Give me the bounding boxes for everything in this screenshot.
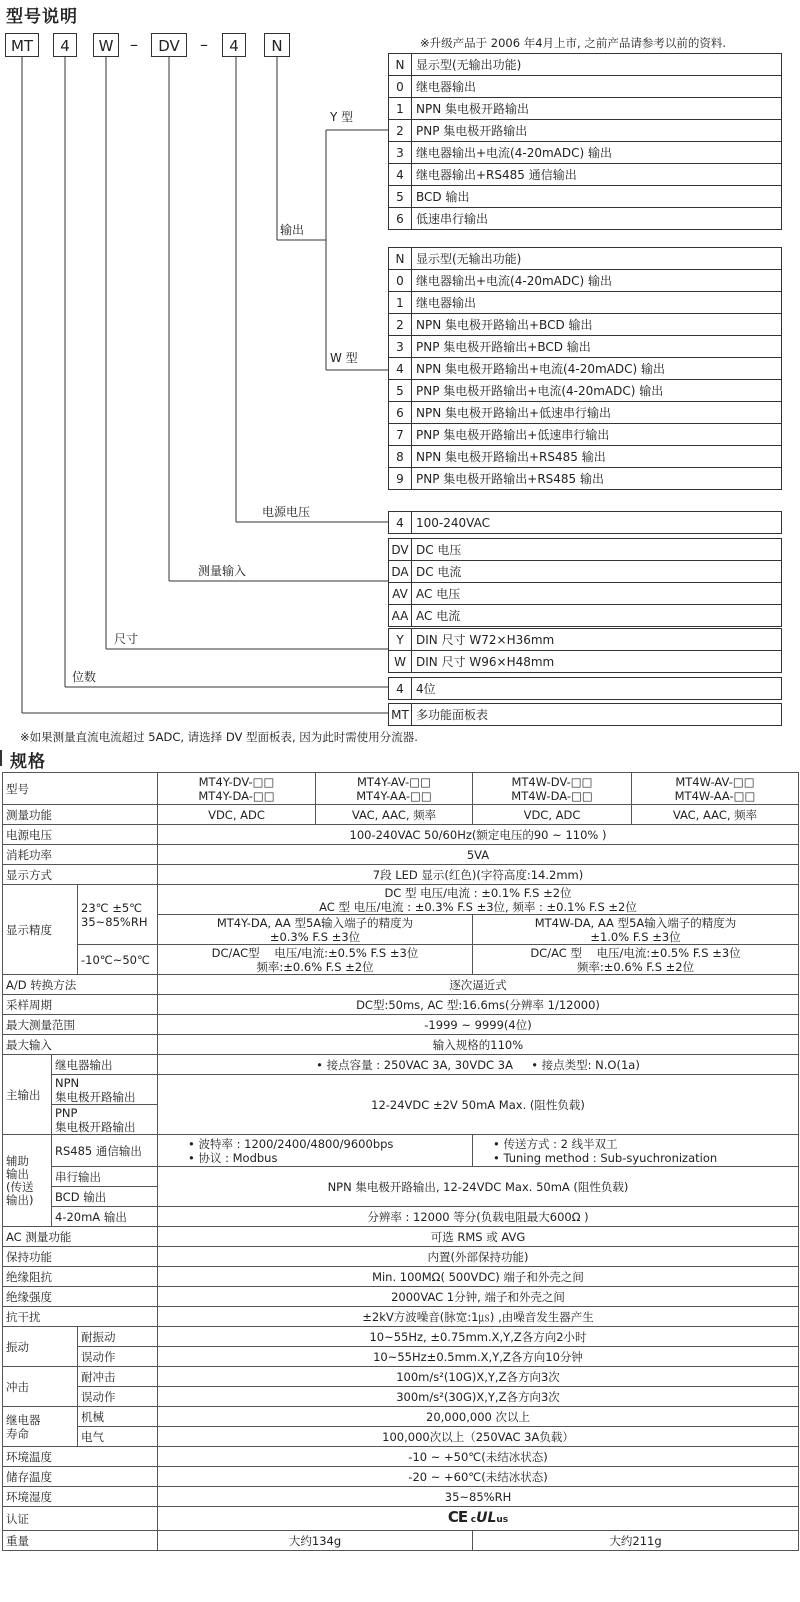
spec-model-w-dc: MT4W-DV-□□ MT4W-DA-□□	[473, 773, 632, 805]
table-row	[389, 629, 782, 651]
spec-label: 最大测量范围	[3, 1015, 158, 1035]
spec-label: 显示方式	[3, 865, 158, 885]
accuracy-dc: DC 型 电压/电流 : ±0.1% F.S ±2位	[384, 885, 572, 900]
spec-value: 可选 RMS 或 AVG	[158, 1227, 799, 1247]
table-row	[3, 995, 799, 1015]
option-desc: NPN 集电极开路输出+BCD 输出	[412, 314, 782, 336]
spec-sub-label: 4-20mA 输出	[52, 1207, 158, 1227]
spec-label: 绝缘强度	[3, 1287, 158, 1307]
spec-label: 环境温度	[3, 1447, 158, 1467]
option-desc: 100-240VAC	[412, 512, 782, 534]
spec-label: 型号	[3, 773, 158, 805]
spec-sub-label: 耐冲击	[78, 1367, 158, 1387]
option-desc: 多功能面板表	[412, 704, 782, 726]
table-row	[389, 186, 782, 208]
option-desc: 显示型(无输出功能)	[412, 54, 782, 76]
spec-value: 5VA	[158, 845, 799, 865]
option-code: 1	[389, 98, 412, 120]
table-row	[389, 142, 782, 164]
option-desc: NPN 集电极开路输出+电流(4-20mADC) 输出	[412, 358, 782, 380]
option-desc: DC 电压	[412, 539, 782, 561]
table-row	[3, 975, 799, 995]
spec-value: -1999 ~ 9999(4位)	[158, 1015, 799, 1035]
table-row	[3, 1407, 799, 1427]
spec-value: • 波特率 : 1200/2400/4800/9600bps • 协议 : Modbus	[158, 1135, 473, 1167]
spec-value	[158, 885, 799, 915]
table-row	[389, 120, 782, 142]
option-code: 4	[389, 164, 412, 186]
table-row	[389, 446, 782, 468]
table-row	[389, 424, 782, 446]
option-desc: DIN 尺寸 W72×H36mm	[412, 629, 782, 651]
spec-value: 2000VAC 1分钟, 端子和外壳之间	[158, 1287, 799, 1307]
spec-table	[2, 772, 799, 1551]
table-row	[3, 1267, 799, 1287]
w-type-label: W 型	[330, 351, 358, 365]
option-code: 0	[389, 76, 412, 98]
spec-label: 最大输入	[3, 1035, 158, 1055]
spec-sub-label: 串行输出	[52, 1167, 158, 1187]
spec-value: 10~55Hz±0.5mm.X,Y,Z各方向10分钟	[158, 1347, 799, 1367]
table-row	[389, 208, 782, 230]
spec-label: 采样周期	[3, 995, 158, 1015]
option-code: 2	[389, 314, 412, 336]
table-row	[389, 678, 782, 700]
spec-value: 大约211g	[473, 1531, 799, 1551]
spec-value: 分辨率 : 12000 等分(负载电阻最大600Ω )	[158, 1207, 799, 1227]
table-row	[3, 1487, 799, 1507]
table-row	[389, 270, 782, 292]
option-desc: PNP 集电极开路输出+BCD 输出	[412, 336, 782, 358]
option-code: 5	[389, 186, 412, 208]
table-row	[389, 336, 782, 358]
spec-sub-label: 耐振动	[78, 1327, 158, 1347]
code-box-input: DV	[151, 33, 187, 57]
table-row	[389, 314, 782, 336]
table-row	[389, 468, 782, 490]
spec-value: • 传送方式 : 2 线半双工 • Tuning method : Sub-syuchronization	[473, 1135, 799, 1167]
spec-value: DC/AC型 电压/电流:±0.5% F.S ±3位 频率:±0.6% F.S ±2位	[158, 945, 473, 975]
option-code: N	[389, 54, 412, 76]
option-code: 5	[389, 380, 412, 402]
table-row	[389, 402, 782, 424]
spec-label: 电源电压	[3, 825, 158, 845]
digits-table	[388, 677, 782, 700]
spec-value: 12-24VDC ±2V 50mA Max. (阻性负载)	[158, 1075, 799, 1135]
spec-sub-label: PNP 集电极开路输出	[52, 1105, 158, 1135]
table-row	[389, 583, 782, 605]
table-row	[3, 805, 799, 825]
table-row	[3, 773, 799, 805]
option-desc: BCD 输出	[412, 186, 782, 208]
spec-sub-label: 电气	[78, 1427, 158, 1447]
code-dash-2: –	[200, 35, 208, 54]
power-table	[388, 511, 782, 534]
option-code: MT	[389, 704, 412, 726]
y-type-label: Y 型	[330, 110, 354, 124]
spec-value: VDC, ADC	[473, 805, 632, 825]
option-code: AA	[389, 605, 412, 627]
option-code: 4	[389, 678, 412, 700]
table-row	[3, 1075, 799, 1105]
spec-label: AC 测量功能	[3, 1227, 158, 1247]
table-row	[3, 1367, 799, 1387]
option-code: 4	[389, 358, 412, 380]
table-row	[3, 865, 799, 885]
option-code: 6	[389, 208, 412, 230]
input-label: 测量输入	[198, 564, 247, 578]
table-row	[3, 1135, 799, 1167]
spec-value: 大约134g	[158, 1531, 473, 1551]
spec-value: Min. 100MΩ( 500VDC) 端子和外壳之间	[158, 1267, 799, 1287]
spec-value: 内置(外部保持功能)	[158, 1247, 799, 1267]
spec-value: DC/AC 型 电压/电流:±0.5% F.S ±3位 频率:±0.6% F.S ±2位	[473, 945, 799, 975]
option-code: 1	[389, 292, 412, 314]
table-row	[3, 1035, 799, 1055]
spec-value: 10~55Hz, ±0.75mm.X,Y,Z各方向2小时	[158, 1327, 799, 1347]
option-code: AV	[389, 583, 412, 605]
spec-label: 振动	[3, 1327, 78, 1367]
ul-us-text: us	[496, 1515, 509, 1525]
spec-value: 35~85%RH	[158, 1487, 799, 1507]
table-row	[3, 1507, 799, 1531]
table-row	[389, 651, 782, 673]
table-row	[389, 164, 782, 186]
spec-label: A/D 转换方法	[3, 975, 158, 995]
code-dash-1: –	[130, 35, 138, 54]
spec-value: MT4W-DA, AA 型5A输入端子的精度为 ±1.0% F.S ±3位	[473, 915, 799, 945]
option-desc: AC 电压	[412, 583, 782, 605]
option-code: N	[389, 248, 412, 270]
table-row	[389, 358, 782, 380]
option-code: 3	[389, 336, 412, 358]
option-desc: DC 电流	[412, 561, 782, 583]
spec-title-marker	[0, 750, 2, 766]
table-row	[3, 1015, 799, 1035]
spec-value: MT4Y-DA, AA 型5A输入端子的精度为 ±0.3% F.S ±3位	[158, 915, 473, 945]
option-desc: 继电器输出+电流(4-20mADC) 输出	[412, 270, 782, 292]
option-desc: 继电器输出	[412, 292, 782, 314]
spec-value: VAC, AAC, 频率	[632, 805, 799, 825]
table-row	[3, 1207, 799, 1227]
table-row	[3, 1247, 799, 1267]
option-code: DV	[389, 539, 412, 561]
spec-label: 继电器 寿命	[3, 1407, 78, 1447]
spec-label: 消耗功率	[3, 845, 158, 865]
spec-label: 冲击	[3, 1367, 78, 1407]
table-row	[389, 512, 782, 534]
option-desc: NPN 集电极开路输出+RS485 输出	[412, 446, 782, 468]
spec-label: 辅助 输出 (传送 输出)	[3, 1135, 52, 1227]
option-desc: NPN 集电极开路输出	[412, 98, 782, 120]
table-row	[3, 1387, 799, 1407]
spec-model-y-ac: MT4Y-AV-□□ MT4Y-AA-□□	[316, 773, 473, 805]
option-desc: NPN 集电极开路输出+低速串行输出	[412, 402, 782, 424]
table-row	[389, 380, 782, 402]
spec-value: 7段 LED 显示(红色)(字符高度:14.2mm)	[158, 865, 799, 885]
option-code: 8	[389, 446, 412, 468]
spec-sub-label: 误动作	[78, 1387, 158, 1407]
table-row	[3, 1167, 799, 1187]
spec-sub-label: RS485 通信输出	[52, 1135, 158, 1167]
option-desc: PNP 集电极开路输出+RS485 输出	[412, 468, 782, 490]
series-table	[388, 703, 782, 726]
spec-value: 100-240VAC 50/60Hz(额定电压的90 ~ 110% )	[158, 825, 799, 845]
code-box-power: 4	[222, 33, 246, 57]
code-box-digits: 4	[53, 33, 77, 57]
option-code: 4	[389, 512, 412, 534]
digits-label: 位数	[72, 670, 97, 684]
option-desc: PNP 集电极开路输出+低速串行输出	[412, 424, 782, 446]
spec-value: 100m/s²(10G)X,Y,Z各方向3次	[158, 1367, 799, 1387]
table-row	[389, 54, 782, 76]
option-desc: DIN 尺寸 W96×H48mm	[412, 651, 782, 673]
upgrade-note: ※升级产品于 2006 年4月上市, 之前产品请参考以前的资料.	[420, 36, 726, 50]
spec-sub-label: BCD 输出	[52, 1187, 158, 1207]
option-code: W	[389, 651, 412, 673]
spec-sub-label: 机械	[78, 1407, 158, 1427]
table-row	[3, 1287, 799, 1307]
w-output-table	[388, 247, 782, 490]
y-output-table	[388, 53, 782, 230]
model-section-title: 型号说明	[6, 7, 78, 27]
spec-model-w-ac: MT4W-AV-□□ MT4W-AA-□□	[632, 773, 799, 805]
spec-label: 保持功能	[3, 1247, 158, 1267]
spec-label: 主输出	[3, 1055, 52, 1135]
table-row	[389, 292, 782, 314]
option-desc: AC 电流	[412, 605, 782, 627]
table-row	[3, 1327, 799, 1347]
option-code: 9	[389, 468, 412, 490]
table-row	[389, 561, 782, 583]
table-row	[3, 1307, 799, 1327]
table-row	[389, 605, 782, 627]
code-box-output: N	[264, 33, 290, 57]
spec-value: 100,000次以上（250VAC 3A负载）	[158, 1427, 799, 1447]
size-label: 尺寸	[114, 632, 139, 646]
table-row	[3, 1347, 799, 1367]
spec-value: DC型:50ms, AC 型:16.6ms(分辨率 1/12000)	[158, 995, 799, 1015]
spec-section-title: 规格	[10, 752, 46, 772]
spec-label: 重量	[3, 1531, 158, 1551]
cert-marks	[158, 1507, 799, 1531]
spec-label: 储存温度	[3, 1467, 158, 1487]
spec-value: 输入规格的110%	[158, 1035, 799, 1055]
power-label: 电源电压	[262, 505, 311, 519]
option-desc: PNP 集电极开路输出+电流(4-20mADC) 输出	[412, 380, 782, 402]
option-code: 3	[389, 142, 412, 164]
size-table	[388, 628, 782, 673]
spec-value: NPN 集电极开路输出, 12-24VDC Max. 50mA (阻性负载)	[158, 1167, 799, 1207]
spec-sub-label: -10℃~50℃	[78, 945, 158, 975]
ul-c-text: c	[470, 1515, 477, 1525]
ul-text: UL	[476, 1510, 497, 1526]
option-code: DA	[389, 561, 412, 583]
spec-value: • 接点容量 : 250VAC 3A, 30VDC 3A • 接点类型: N.O(1a)	[158, 1055, 799, 1075]
spec-value: VAC, AAC, 频率	[316, 805, 473, 825]
spec-sub-label: NPN 集电极开路输出	[52, 1075, 158, 1105]
option-code: 2	[389, 120, 412, 142]
option-desc: 继电器输出+RS485 通信输出	[412, 164, 782, 186]
spec-label: 测量功能	[3, 805, 158, 825]
table-row	[389, 704, 782, 726]
code-box-size: W	[93, 33, 119, 57]
output-label: 输出	[280, 223, 305, 237]
spec-sub-label: 23℃ ±5℃ 35~85%RH	[78, 885, 158, 945]
table-row	[3, 1447, 799, 1467]
option-desc: 继电器输出	[412, 76, 782, 98]
ce-mark-icon: CE	[447, 1508, 468, 1526]
option-code: 0	[389, 270, 412, 292]
option-code: Y	[389, 629, 412, 651]
spec-value: 逐次逼近式	[158, 975, 799, 995]
spec-label: 抗干扰	[3, 1307, 158, 1327]
table-row	[3, 1467, 799, 1487]
table-row	[3, 885, 799, 915]
spec-value: 20,000,000 次以上	[158, 1407, 799, 1427]
spec-label: 绝缘阻抗	[3, 1267, 158, 1287]
option-desc: PNP 集电极开路输出	[412, 120, 782, 142]
spec-value: 300m/s²(30G)X,Y,Z各方向3次	[158, 1387, 799, 1407]
spec-label: 显示精度	[3, 885, 78, 975]
table-row	[3, 1427, 799, 1447]
footnote: ※如果测量直流电流超过 5ADC, 请选择 DV 型面板表, 因为此时需使用分流器.	[20, 730, 418, 744]
table-row	[3, 945, 799, 975]
spec-sub-label: 误动作	[78, 1347, 158, 1367]
spec-value: VDC, ADC	[158, 805, 316, 825]
option-code: 6	[389, 402, 412, 424]
table-row	[3, 1531, 799, 1551]
spec-sub-label: 继电器输出	[52, 1055, 158, 1075]
spec-model-y-dc: MT4Y-DV-□□ MT4Y-DA-□□	[158, 773, 316, 805]
spec-value: -10 ~ +50℃(未结冰状态)	[158, 1447, 799, 1467]
spec-value: ±2kV方波噪音(脉宽:1㎲) ,由噪音发生器产生	[158, 1307, 799, 1327]
accuracy-ac: AC 型 电压/电流 : ±0.3% F.S ±3位, 频率 : ±0.1% F.S ±2位	[319, 899, 637, 914]
table-row	[3, 1055, 799, 1075]
input-table	[388, 538, 782, 627]
option-desc: 4位	[412, 678, 782, 700]
option-desc: 继电器输出+电流(4-20mADC) 输出	[412, 142, 782, 164]
spec-value: -20 ~ +60℃(未结冰状态)	[158, 1467, 799, 1487]
table-row	[389, 76, 782, 98]
option-desc: 显示型(无输出功能)	[412, 248, 782, 270]
ul-mark-icon	[470, 1510, 509, 1526]
option-desc: 低速串行输出	[412, 208, 782, 230]
table-row	[3, 1227, 799, 1247]
table-row	[389, 539, 782, 561]
table-row	[389, 98, 782, 120]
table-row	[3, 845, 799, 865]
spec-label: 认证	[3, 1507, 158, 1531]
code-box-series: MT	[5, 33, 39, 57]
table-row	[3, 825, 799, 845]
table-row	[389, 248, 782, 270]
option-code: 7	[389, 424, 412, 446]
spec-label: 环境湿度	[3, 1487, 158, 1507]
